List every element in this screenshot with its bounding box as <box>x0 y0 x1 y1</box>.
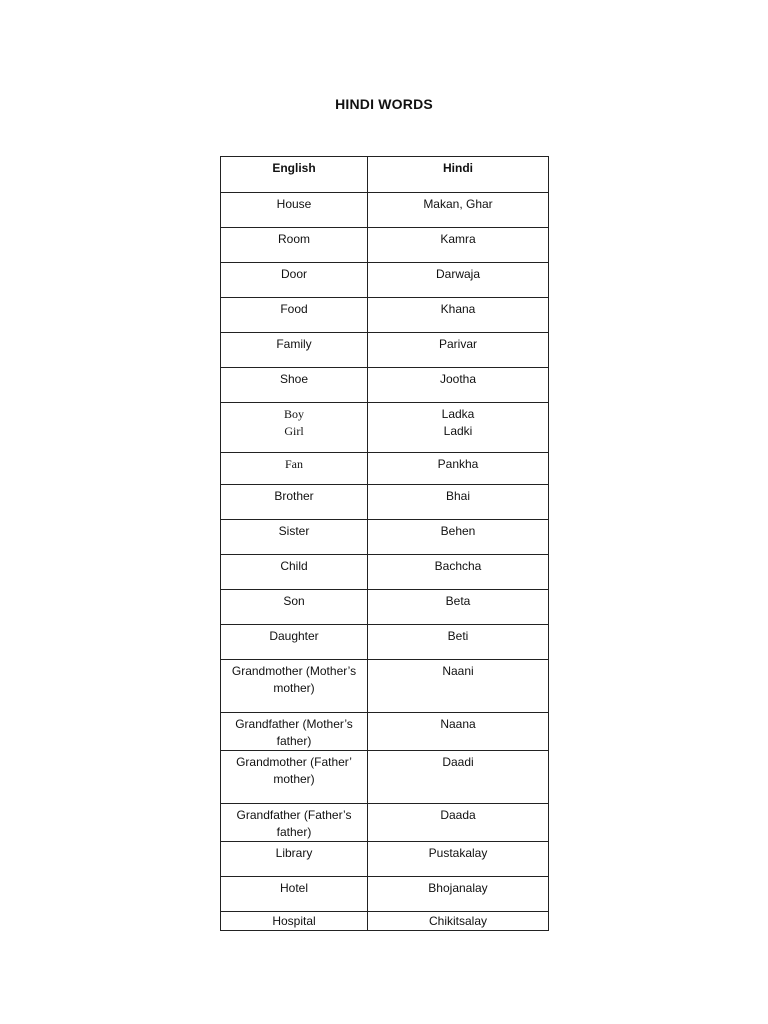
table-row <box>221 298 549 333</box>
header-hindi: Hindi <box>368 157 549 193</box>
hindi-word: Jootha <box>368 368 549 403</box>
english-word <box>221 403 368 453</box>
hindi-word: Pustakalay <box>368 842 549 877</box>
english-word: Son <box>221 590 368 625</box>
english-word: Hospital <box>221 912 368 931</box>
table-row <box>221 912 549 931</box>
hindi-word: Daada <box>368 804 549 842</box>
table-row <box>221 877 549 912</box>
hindi-word: Bachcha <box>368 555 549 590</box>
hindi-word: Daadi <box>368 751 549 804</box>
english-word: Shoe <box>221 368 368 403</box>
table-row <box>221 713 549 751</box>
hindi-word: Parivar <box>368 333 549 368</box>
hindi-word: Makan, Ghar <box>368 193 549 228</box>
table-row <box>221 660 549 713</box>
english-word: Grandmother (Father’ mother) <box>221 751 368 804</box>
english-word: House <box>221 193 368 228</box>
table-row <box>221 751 549 804</box>
table-row <box>221 368 549 403</box>
hindi-word: Kamra <box>368 228 549 263</box>
table-row <box>221 842 549 877</box>
hindi-word-line: Ladki <box>443 424 473 438</box>
table-row <box>221 485 549 520</box>
english-word: Food <box>221 298 368 333</box>
english-word: Hotel <box>221 877 368 912</box>
hindi-word: Beta <box>368 590 549 625</box>
table-row <box>221 625 549 660</box>
english-word: Sister <box>221 520 368 555</box>
english-word: Grandfather (Father’s father) <box>221 804 368 842</box>
header-english: English <box>221 157 368 193</box>
english-word: Child <box>221 555 368 590</box>
vocabulary-table <box>220 156 549 931</box>
table-row <box>221 228 549 263</box>
hindi-word: Darwaja <box>368 263 549 298</box>
hindi-word: Beti <box>368 625 549 660</box>
hindi-word-line: Ladka <box>441 407 475 421</box>
hindi-word: Behen <box>368 520 549 555</box>
english-word: Brother <box>221 485 368 520</box>
hindi-word: Naani <box>368 660 549 713</box>
hindi-word: Pankha <box>368 453 549 485</box>
english-word: Library <box>221 842 368 877</box>
hindi-word: Bhai <box>368 485 549 520</box>
table-row <box>221 804 549 842</box>
table-row <box>221 263 549 298</box>
table-row <box>221 403 549 453</box>
table-header-row <box>221 157 549 193</box>
english-word-line: Girl <box>284 424 304 438</box>
page-title: HINDI WORDS <box>335 96 433 112</box>
hindi-word: Chikitsalay <box>368 912 549 931</box>
english-word: Room <box>221 228 368 263</box>
table-row <box>221 453 549 485</box>
table-row <box>221 193 549 228</box>
hindi-word: Naana <box>368 713 549 751</box>
english-word: Family <box>221 333 368 368</box>
english-word: Door <box>221 263 368 298</box>
table-row <box>221 555 549 590</box>
table-row <box>221 590 549 625</box>
english-word: Grandmother (Mother’s mother) <box>221 660 368 713</box>
english-word-line: Boy <box>283 407 304 421</box>
english-word: Fan <box>221 453 368 485</box>
hindi-word: Khana <box>368 298 549 333</box>
hindi-word <box>368 403 549 453</box>
table-row <box>221 520 549 555</box>
table-row <box>221 333 549 368</box>
english-word: Daughter <box>221 625 368 660</box>
hindi-word: Bhojanalay <box>368 877 549 912</box>
english-word: Grandfather (Mother’s father) <box>221 713 368 751</box>
